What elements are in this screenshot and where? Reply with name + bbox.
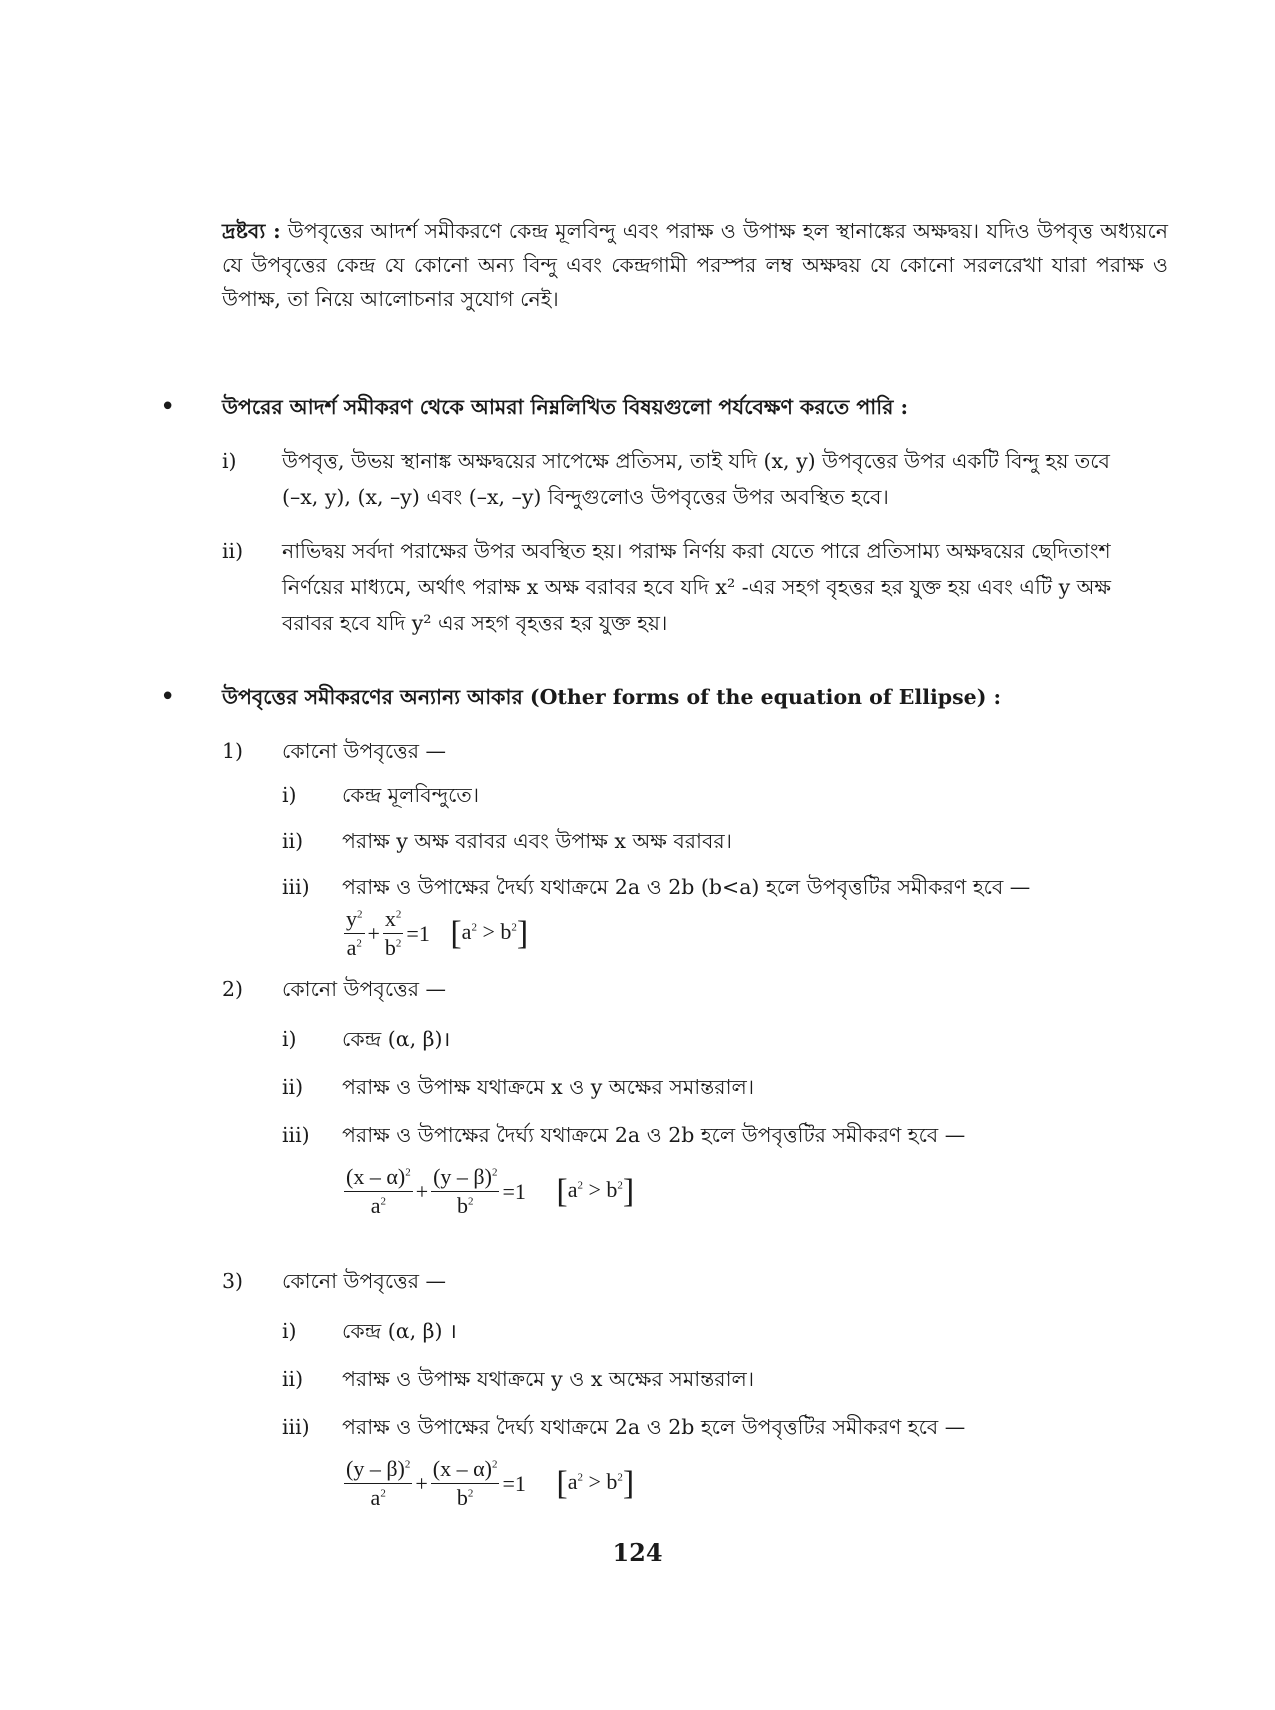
item-number: i) <box>282 783 297 807</box>
note-label: দ্রষ্টব্য : <box>222 219 281 243</box>
item-text: পরাক্ষ ও উপাক্ষের দৈর্ঘ্য যথাক্রমে 2a ও 2b (b<a) হলে উপবৃত্তটির সমীকরণ হবে — <box>342 875 1031 899</box>
case-number: 1) <box>222 739 244 763</box>
item-text: পরাক্ষ ও উপাক্ষের দৈর্ঘ্য যথাক্রমে 2a ও 2b হলে উপবৃত্তটির সমীকরণ হবে — <box>342 1415 966 1439</box>
item-number: i) <box>222 449 237 473</box>
item-line: বরাবর হবে যদি y² এর সহগ বৃহত্তর হর যুক্ত হয়। <box>282 611 668 635</box>
case-number: 2) <box>222 977 244 1001</box>
item-number: i) <box>282 1319 297 1343</box>
bullet-icon: • <box>160 682 176 712</box>
item-line: নির্ণয়ের মাধ্যমে, অর্থাৎ পরাক্ষ x অক্ষ বরাবর হবে যদি x² -এর সহগ বৃহত্তর হর যুক্ত হয় এবং এটি y অক্ষ <box>282 575 1112 599</box>
item-number: ii) <box>282 1367 304 1391</box>
fraction: $\frac{(x - \alpha)^2}{a^2}$ <box>346 1164 411 1218</box>
equation-1: $\frac{y^2}{a^2}$ + $\frac{x^2}{b^2}$ =1 $[a^2 > b^2]$ <box>346 906 529 960</box>
note-paragraph <box>222 214 1168 316</box>
fraction: $\frac{y^2}{a^2}$ <box>346 906 363 960</box>
item-number: iii) <box>282 1415 310 1439</box>
item-number: iii) <box>282 1123 310 1147</box>
item-text: পরাক্ষ ও উপাক্ষ যথাক্রমে y ও x অক্ষের সমান্তরাল। <box>342 1367 755 1391</box>
item-text: কেন্দ্র মূলবিন্দুতে। <box>342 783 480 807</box>
note-text: উপবৃত্তের আদর্শ সমীকরণে কেন্দ্র মূলবিন্দু এবং পরাক্ষ ও উপাক্ষ হল স্থানাঙ্কের অক্ষদ্বয়। যদিও উপবৃত্ত অধ্যয়নে যে উপবৃত্তের কেন্দ্র যে কোনো অন্য বিন্দু এবং কেন্দ্রগামী পরস্পর লম্ব অক্ষদ্বয় যে কোনো সরলরেখা যারা পরাক্ষ ও উপাক্ষ, তা নিয়ে আলোচনার সুযোগ নেই। <box>222 219 1168 311</box>
item-text: কেন্দ্র (α, β) । <box>342 1319 457 1343</box>
bullet-icon: • <box>160 392 176 422</box>
item-text: পরাক্ষ y অক্ষ বরাবর এবং উপাক্ষ x অক্ষ বরাবর। <box>342 829 732 853</box>
section2-heading: উপবৃত্তের সমীকরণের অন্যান্য আকার (Other forms of the equation of Ellipse) : <box>222 685 1002 709</box>
item-line: (–x, y), (x, –y) এবং (–x, –y) বিন্দুগুলোও উপবৃত্তের উপর অবস্থিত হবে। <box>282 485 889 509</box>
equation-3: $\frac{(y - \beta)^2}{a^2}$ + $\frac{(x - \alpha)^2}{b^2}$ =1 $[a^2 > b^2]$ <box>346 1456 635 1510</box>
item-line: নাভিদ্বয় সর্বদা পরাক্ষের উপর অবস্থিত হয়। পরাক্ষ নির্ণয় করা যেতে পারে প্রতিসাম্য অক্ষদ্বয়ের ছেদিতাংশ <box>282 539 1111 563</box>
case-intro: কোনো উপবৃত্তের — <box>282 739 447 763</box>
fraction: $\frac{x^2}{b^2}$ <box>384 906 402 960</box>
equation-2: $\frac{(x - \alpha)^2}{a^2}$ + $\frac{(y - \beta)^2}{b^2}$ =1 $[a^2 > b^2]$ <box>346 1164 635 1218</box>
item-number: ii) <box>222 539 244 563</box>
item-number: ii) <box>282 1075 304 1099</box>
item-number: iii) <box>282 875 310 899</box>
fraction: $\frac{(x - \alpha)^2}{b^2}$ <box>432 1456 498 1510</box>
case-intro: কোনো উপবৃত্তের — <box>282 1269 447 1293</box>
item-number: i) <box>282 1027 297 1051</box>
section1-heading: উপরের আদর্শ সমীকরণ থেকে আমরা নিম্নলিখিত বিষয়গুলো পর্যবেক্ষণ করতে পারি : <box>222 395 909 419</box>
item-text: পরাক্ষ ও উপাক্ষ যথাক্রমে x ও y অক্ষের সমান্তরাল। <box>342 1075 755 1099</box>
item-text: পরাক্ষ ও উপাক্ষের দৈর্ঘ্য যথাক্রমে 2a ও 2b হলে উপবৃত্তটির সমীকরণ হবে — <box>342 1123 966 1147</box>
item-text: কেন্দ্র (α, β)। <box>342 1027 451 1051</box>
case-number: 3) <box>222 1269 244 1293</box>
page-number: 124 <box>612 1538 663 1567</box>
case-intro: কোনো উপবৃত্তের — <box>282 977 447 1001</box>
item-number: ii) <box>282 829 304 853</box>
item-line: উপবৃত্ত, উভয় স্থানাঙ্ক অক্ষদ্বয়ের সাপেক্ষে প্রতিসম, তাই যদি (x, y) উপবৃত্তের উপর একটি বিন্দু হয় তবে <box>282 449 1110 473</box>
fraction: $\frac{(y - \beta)^2}{b^2}$ <box>433 1164 498 1218</box>
fraction: $\frac{(y - \beta)^2}{a^2}$ <box>346 1456 411 1510</box>
